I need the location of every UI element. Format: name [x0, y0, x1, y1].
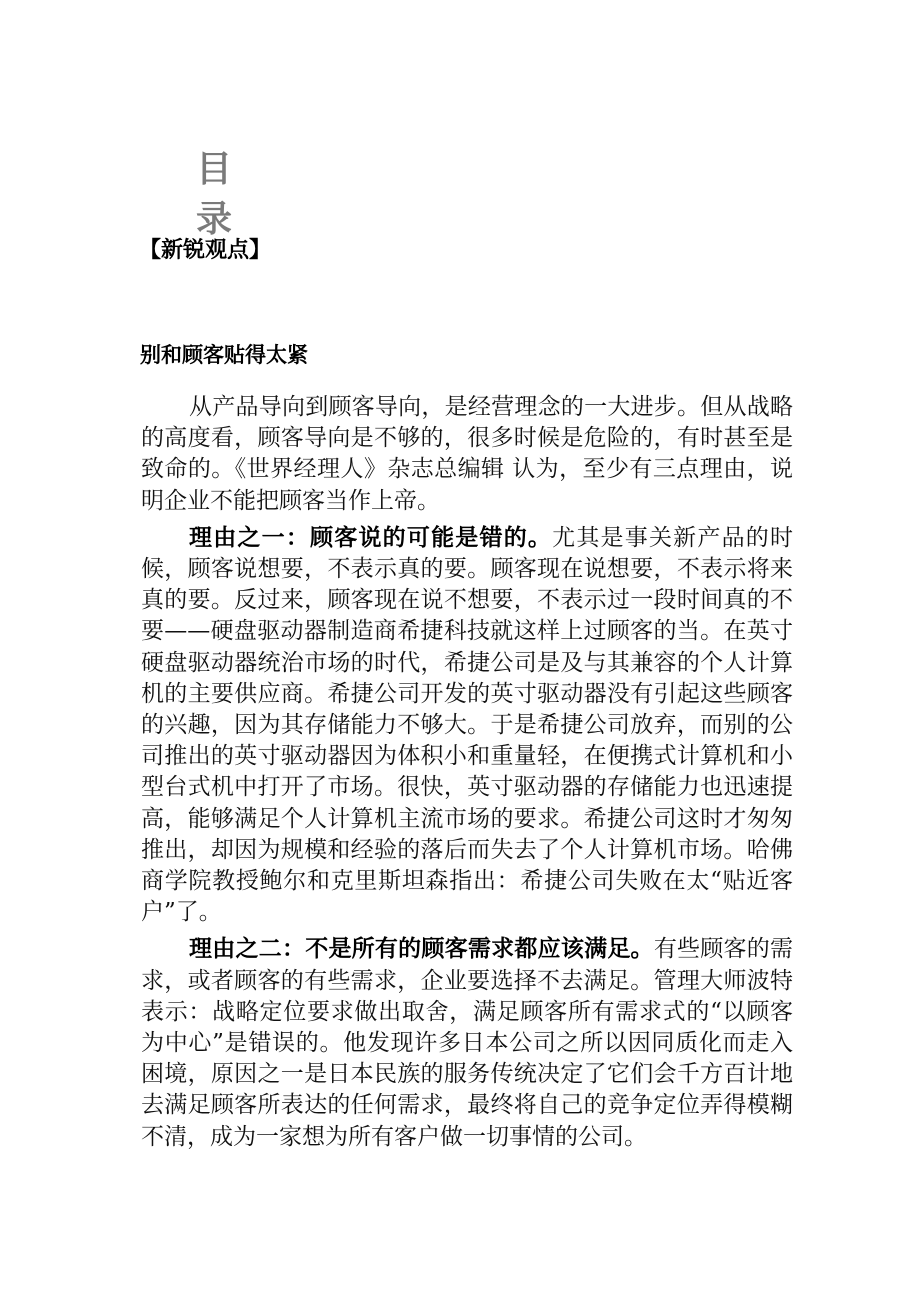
toc-title: 目录 [195, 149, 232, 240]
paragraph-text: 有些顾客的需求，或者顾客的有些需求，企业要选择不去满足。管理大师波特表示：战略定位要求做出取舍，满足顾客所有需求式的“以顾客为中心”是错误的。他发现许多日本公司之所以因同质化而走入困境，原因之一是日本民族的服务传统决定了它们会千方百计地去满足顾客所表达的任何需求，最终将自己的竞争定位弄得模糊不清，成为一家想为所有客户做一切事情的公司。 [141, 936, 794, 1150]
paragraph-text: 尤其是事关新产品的时候，顾客说想要，不表示真的要。顾客现在说想要，不表示将来真的要。反过来，顾客现在说不想要，不表示过一段时间真的不要——硬盘驱动器制造商希捷科技就这样上过顾客的当。在英寸硬盘驱动器统治市场的时代，希捷公司是及与其兼容的个人计算机的主要供应商。希捷公司开发的英寸驱动器没有引起这些顾客的兴趣，因为其存储能力不够大。于是希捷公司放弃，而别的公司推出的英寸驱动器因为体积小和重量轻，在便携式计算机和小型台式机中打开了市场。很快，英寸驱动器的存储能力也迅速提高，能够满足个人计算机主流市场的要求。希捷公司这时才匆匆推出，却因为规模和经验的落后而失去了个人计算机市场。哈佛商学院教授鲍尔和克里斯坦森指出：希捷公司失败在太“贴近客户”了。 [141, 524, 794, 926]
article-body [141, 392, 793, 1159]
paragraph-lead: 理由之二：不是所有的顾客需求都应该满足。 [189, 936, 654, 963]
article-title: 别和顾客贴得太紧 [140, 343, 308, 367]
paragraph-reason-one [141, 523, 793, 929]
section-label: 【新锐观点】 [139, 238, 272, 263]
paragraph-text: 从产品导向到顾客导向，是经营理念的一大进步。但从战略的高度看，顾客导向是不够的，很多时候是危险的，有时甚至是致命的。《世界经理人》杂志总编辑 认为，至少有三点理由，说明企业不能把顾客当作上帝。 [141, 394, 793, 514]
paragraph-intro [141, 392, 793, 517]
paragraph-lead: 理由之一：顾客说的可能是错的。 [189, 524, 553, 551]
paragraph-reason-two [141, 934, 793, 1152]
